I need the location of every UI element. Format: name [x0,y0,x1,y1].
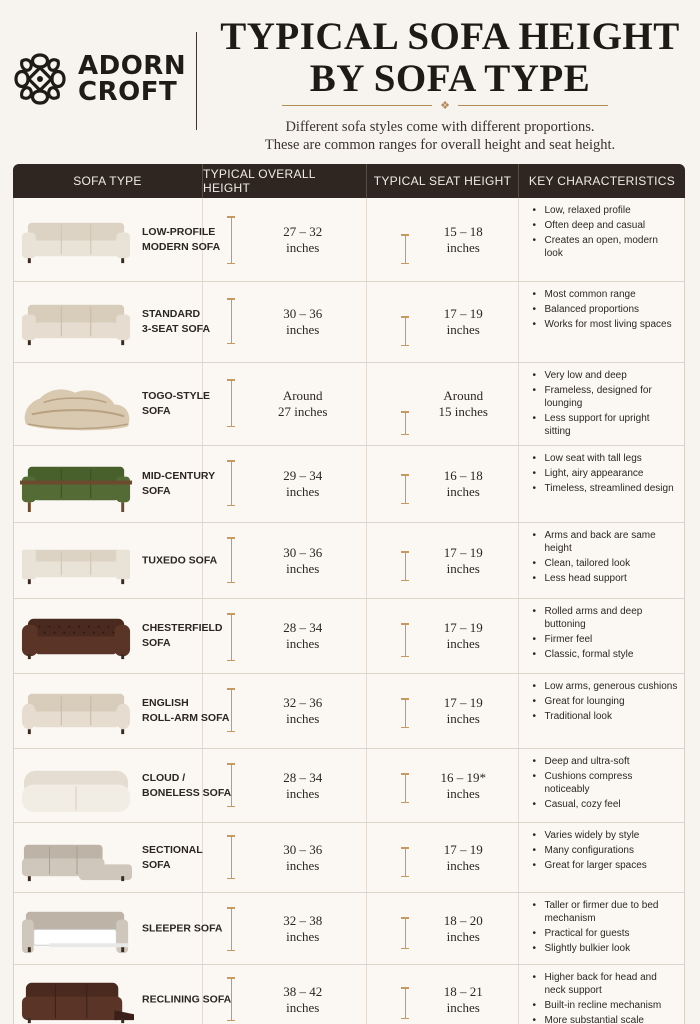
characteristic-item: • Practical for guests [533,927,679,940]
characteristics-cell [519,823,685,892]
characteristic-item: • Slightly bulkier look [533,942,679,955]
characteristic-item: • Great for larger spaces [533,859,679,872]
table-row [14,823,684,893]
seat-height-cell [367,893,519,964]
seat-height-value: 18 – 21 inches [443,983,483,1015]
characteristic-item: • Traditional look [533,710,679,723]
characteristics-list [519,749,685,811]
table-row [14,198,684,282]
characteristics-list [519,823,685,872]
seat-height-cell [367,446,519,522]
table-row [14,599,684,674]
table-row [14,893,684,965]
overall-height-cell [203,893,367,964]
characteristics-list [519,965,685,1024]
seat-height-cell [367,363,519,445]
characteristic-item: • Less head support [533,572,679,585]
characteristic-item: • Less support for upright sitting [533,412,679,438]
sofa-type-cell [14,363,211,445]
header-overall-height: TYPICAL OVERALL HEIGHT [203,164,367,198]
sofa-type-label: CLOUD / BONELESS SOFA [142,771,232,799]
overall-height-value: 32 – 38 inches [283,912,323,944]
characteristic-item: • Clean, tailored look [533,557,679,570]
table-body [13,198,685,1024]
overall-height-cell [203,965,367,1024]
seat-height-value: 16 – 19* inches [440,769,486,801]
characteristics-list [519,198,685,260]
sofa-type-label: TOGO-STYLE SOFA [142,390,211,417]
table-row [14,523,684,599]
brand-name: ADORN CROFT [78,51,187,107]
overall-height-value: 38 – 42 inches [283,983,323,1015]
characteristic-item: • Low seat with tall legs [533,452,679,465]
height-bracket-icon [405,847,413,877]
sofa-type-cell [14,674,230,748]
sofa-type-label: RECLINING SOFA [142,993,232,1005]
characteristic-item: • Varies widely by style [533,829,679,842]
sofa-type-label: MID-CENTURY SOFA [142,470,216,497]
sofa-type-label: TUXEDO SOFA [142,554,218,566]
ornament-logo-icon [8,47,72,111]
height-bracket-icon [405,987,413,1019]
title-ornament-divider [282,100,608,112]
characteristics-cell [519,198,685,281]
characteristics-list [519,893,685,955]
overall-height-value: Around 27 inches [277,388,328,419]
sectional-sofa-icon [20,829,134,893]
height-bracket-icon [231,613,239,661]
characteristic-item: • Arms and back are same height [533,529,679,555]
height-bracket-icon [405,474,413,504]
height-bracket-icon [231,763,239,807]
page-header [0,0,700,162]
height-bracket-icon [405,551,413,581]
seat-height-cell [367,523,519,598]
characteristic-item: • Taller or firmer due to bed mechanism [533,899,679,925]
table-row [14,749,684,823]
characteristic-item: • Great for lounging [533,695,679,708]
togo-sofa-icon [20,375,134,439]
characteristic-item: • Light, airy appearance [533,467,679,480]
seat-height-value: 15 – 18 inches [443,223,483,255]
seat-height-cell [367,198,519,281]
mid-century-sofa-icon [20,455,134,519]
overall-height-cell [203,674,367,748]
characteristic-item: • Firmer feel [533,633,679,646]
characteristic-item: • Balanced proportions [533,303,679,316]
characteristics-list [519,523,685,585]
chesterfield-sofa-icon [20,607,134,671]
characteristics-cell [519,965,685,1024]
overall-height-value: 32 – 36 inches [283,695,323,726]
seat-height-cell [367,965,519,1024]
sofa-type-cell [14,198,221,281]
characteristic-item: • Most common range [533,288,679,301]
table-row [14,674,684,749]
height-bracket-icon [231,216,239,264]
height-bracket-icon [405,411,413,435]
table-row [14,446,684,523]
overall-height-cell [203,523,367,598]
overall-height-cell [203,363,367,445]
sofa-type-cell [14,749,232,822]
characteristics-cell [519,282,685,362]
overall-height-cell [203,599,367,673]
cloud-sofa-icon [20,757,134,821]
table-row [14,965,684,1024]
characteristic-item: • Very low and deep [533,369,679,382]
characteristic-item: • Classic, formal style [533,648,679,661]
characteristics-list [519,446,685,495]
page-subtitle: Different sofa styles come with different proportions. These are common ranges for overall height and seat height. [264,119,616,153]
overall-height-cell [203,446,367,522]
overall-height-cell [203,282,367,362]
header-divider [196,32,197,130]
characteristic-item: • Many configurations [533,844,679,857]
characteristic-item: • Creates an open, modern look [533,234,679,260]
sofa-type-cell [14,893,223,964]
sofa-type-label: SECTIONAL SOFA [142,843,203,871]
sofa-type-cell [14,823,203,892]
sofa-type-label: SLEEPER SOFA [142,922,223,934]
height-bracket-icon [231,298,239,344]
characteristics-cell [519,674,685,748]
characteristics-cell [519,363,685,445]
height-bracket-icon [231,688,239,732]
header-key-characteristics: KEY CHARACTERISTICS [528,174,676,188]
characteristic-item: • Often deep and casual [533,219,679,232]
characteristic-item: • Low arms, generous cushions [533,680,679,693]
seat-height-value: 17 – 19 inches [443,695,483,726]
characteristic-item: • Deep and ultra-soft [533,755,679,768]
sofa-type-label: CHESTERFIELD SOFA [142,622,223,649]
seat-height-value: 17 – 19 inches [443,620,483,651]
seat-height-cell [367,599,519,673]
height-bracket-icon [405,917,413,949]
seat-height-value: 17 – 19 inches [443,306,483,337]
table-header [13,164,685,198]
characteristics-list [519,282,685,331]
brand-logo [8,46,188,112]
seat-height-cell [367,749,519,822]
page-title: TYPICAL SOFA HEIGHT BY SOFA TYPE [220,15,680,100]
characteristic-item: • Casual, cozy feel [533,798,679,811]
characteristic-item: • Higher back for head and neck support [533,971,679,997]
english-roll-arm-sofa-icon [20,682,134,746]
header-sofa-type: SOFA TYPE [13,164,203,198]
overall-height-value: 30 – 36 inches [283,306,323,337]
diamond-ornament-icon: ❖ [440,100,450,112]
height-bracket-icon [405,698,413,728]
sofa-type-label: STANDARD 3-SEAT SOFA [142,308,211,335]
reclining-sofa-icon [20,971,134,1024]
standard-sofa-icon [20,293,134,357]
height-bracket-icon [405,623,413,657]
characteristic-item: • Built-in recline mechanism [533,999,679,1012]
height-bracket-icon [231,379,239,427]
characteristic-item: • More substantial scale [533,1014,679,1024]
height-bracket-icon [405,316,413,346]
seat-height-value: 18 – 20 inches [443,912,483,944]
height-bracket-icon [231,907,239,951]
characteristic-item: • Frameless, designed for lounging [533,384,679,410]
table-row [14,363,684,446]
characteristics-cell [519,599,685,673]
sleeper-sofa-icon [20,900,134,964]
seat-height-value: 16 – 18 inches [443,468,483,499]
sofa-type-label: LOW-PROFILE MODERN SOFA [142,225,221,253]
height-bracket-icon [231,537,239,583]
characteristics-cell [519,446,685,522]
height-bracket-icon [231,460,239,506]
seat-height-cell [367,282,519,362]
sofa-type-cell [14,282,211,362]
characteristics-list [519,363,685,438]
sofa-height-table [13,164,685,1024]
overall-height-cell [203,823,367,892]
characteristics-cell [519,893,685,964]
characteristic-item: • Works for most living spaces [533,318,679,331]
overall-height-value: 30 – 36 inches [283,841,323,873]
seat-height-value: Around 15 inches [438,388,488,419]
characteristic-item: • Rolled arms and deep buttoning [533,605,679,631]
table-row [14,282,684,363]
sofa-type-cell [14,965,232,1024]
overall-height-value: 28 – 34 inches [283,769,323,801]
seat-height-value: 17 – 19 inches [443,544,483,576]
characteristic-item: • Cushions compress noticeably [533,770,679,796]
overall-height-value: 28 – 34 inches [283,620,323,651]
characteristic-item: • Timeless, streamlined design [533,482,679,495]
height-bracket-icon [231,977,239,1021]
sofa-type-cell [14,523,218,598]
overall-height-value: 30 – 36 inches [283,544,323,576]
overall-height-value: 27 – 32 inches [283,223,323,255]
characteristics-list [519,599,685,661]
sofa-type-cell [14,446,216,522]
sofa-type-cell [14,599,223,673]
tuxedo-sofa-icon [20,532,134,596]
characteristics-cell [519,749,685,822]
seat-height-cell [367,674,519,748]
seat-height-cell [367,823,519,892]
overall-height-cell [203,749,367,822]
sofa-type-label: ENGLISH ROLL-ARM SOFA [142,697,230,724]
characteristics-list [519,674,685,723]
low-profile-sofa-icon [20,211,134,275]
height-bracket-icon [231,835,239,879]
header-seat-height: TYPICAL SEAT HEIGHT [367,164,519,198]
overall-height-value: 29 – 34 inches [283,468,323,499]
characteristic-item: • Low, relaxed profile [533,204,679,217]
characteristics-cell [519,523,685,598]
height-bracket-icon [405,773,413,803]
height-bracket-icon [405,234,413,264]
overall-height-cell [203,198,367,281]
seat-height-value: 17 – 19 inches [443,841,483,873]
